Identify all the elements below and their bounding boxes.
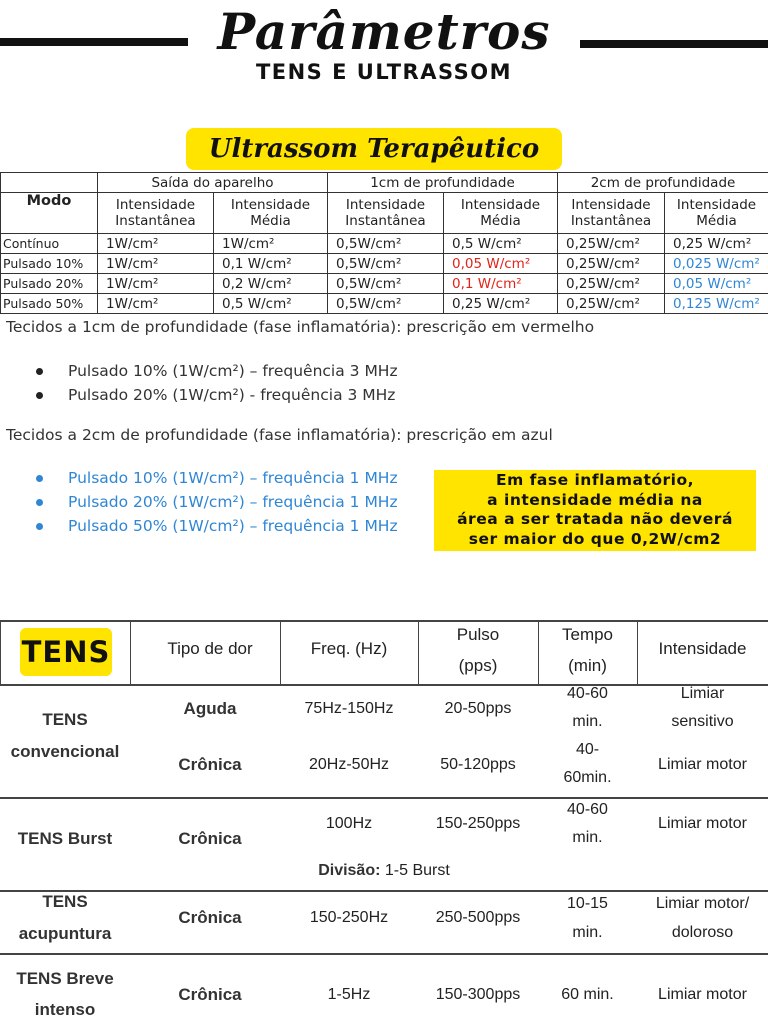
- cell: 0,25 W/cm²: [665, 234, 768, 254]
- header-col-divider: [130, 622, 131, 684]
- cell-blue: 0,05 W/cm²: [665, 274, 768, 294]
- conv-aguda-tempo: 40-60: [567, 685, 608, 702]
- mode-header: Modo: [1, 193, 98, 234]
- tens-burst-name: TENS Burst: [17, 829, 113, 848]
- cell: 1W/cm²: [98, 234, 214, 254]
- table-row: [1, 234, 768, 254]
- blue-prescription-heading: Tecidos a 2cm de profundidade (fase inflamatória): prescrição em azul: [6, 426, 553, 444]
- breve-tipo: Crônica: [178, 985, 242, 1004]
- bullet-icon: [36, 475, 43, 482]
- cell: 0,2 W/cm²: [214, 274, 328, 294]
- cell-red: 0,05 W/cm²: [444, 254, 558, 274]
- burst-freq: 100Hz: [325, 815, 373, 832]
- blank-header-cell: [1, 173, 98, 193]
- cell: 0,5W/cm²: [328, 294, 444, 314]
- cell: 0,5 W/cm²: [444, 234, 558, 254]
- cell-blue: 0,125 W/cm²: [665, 294, 768, 314]
- burst-pulso: 150-250pps: [435, 815, 521, 832]
- page-title: Parâmetros: [217, 2, 551, 61]
- conv-cronica-int: Limiar motor: [658, 756, 747, 773]
- row-mode: Contínuo: [1, 234, 98, 254]
- cell-red: 0,1 W/cm²: [444, 274, 558, 294]
- divisao-value: 1-5 Burst: [384, 862, 450, 879]
- list-item: Pulsado 50% (1W/cm²) – frequência 1 MHz: [30, 514, 398, 538]
- conv-aguda-pulso: 20-50pps: [444, 700, 512, 717]
- acup-tipo: Crônica: [178, 908, 242, 927]
- bullet-icon: [36, 523, 43, 530]
- blue-prescription-list: [30, 466, 398, 538]
- row-mode: Pulsado 20%: [1, 274, 98, 294]
- cell: 0,5W/cm²: [328, 274, 444, 294]
- header-freq: Freq. (Hz): [310, 639, 388, 658]
- col-header: Intensidade Instantânea: [328, 193, 444, 234]
- list-item: Pulsado 20% (1W/cm²) – frequência 1 MHz: [30, 490, 398, 514]
- tens-convencional-name: TENS: [42, 710, 88, 729]
- acup-int: Limiar motor/: [655, 895, 750, 912]
- header-tempo-unit: (min): [568, 656, 607, 675]
- tens-acupuntura-name-2: acupuntura: [18, 924, 112, 943]
- red-prescription-heading: Tecidos a 1cm de profundidade (fase inflamatória): prescrição em vermelho: [6, 318, 595, 336]
- conv-aguda-freq: 75Hz-150Hz: [304, 700, 394, 717]
- header-pulso: Pulso: [456, 625, 500, 644]
- list-item: Pulsado 20% (1W/cm²) - frequência 3 MHz: [30, 383, 398, 407]
- group-header-output: Saída do aparelho: [98, 173, 328, 193]
- table-row: [1, 254, 768, 274]
- burst-tempo-unit: min.: [572, 829, 603, 846]
- burst-divisao: [0, 857, 768, 885]
- cell: 1W/cm²: [98, 274, 214, 294]
- group-header-2cm: 2cm de profundidade: [558, 173, 768, 193]
- cell: 1W/cm²: [214, 234, 328, 254]
- tens-acupuntura-name: TENS: [42, 892, 88, 911]
- breve-int: Limiar motor: [658, 986, 747, 1003]
- cell: 0,5W/cm²: [328, 234, 444, 254]
- conv-aguda-int-2: sensitivo: [671, 713, 734, 730]
- breve-freq: 1-5Hz: [327, 986, 371, 1003]
- acup-pulso: 250-500pps: [435, 909, 521, 926]
- col-header: Intensidade Média: [214, 193, 328, 234]
- tens-table-top-border: [0, 620, 768, 622]
- list-item: Pulsado 10% (1W/cm²) – frequência 3 MHz: [30, 359, 398, 383]
- acup-int-2: doloroso: [671, 924, 734, 941]
- conv-cronica-tempo-unit: 60min.: [563, 769, 612, 786]
- col-header: Intensidade Média: [665, 193, 768, 234]
- breve-pulso: 150-300pps: [435, 986, 521, 1003]
- header-tempo: Tempo: [561, 625, 614, 644]
- cell: 0,25W/cm²: [558, 234, 665, 254]
- red-prescription-list: [30, 359, 398, 407]
- divisao-label: Divisão:: [318, 862, 381, 879]
- burst-tempo: 40-60: [567, 801, 608, 818]
- row-divider: [0, 797, 768, 799]
- bullet-icon: [36, 392, 43, 399]
- cell: 0,25W/cm²: [558, 274, 665, 294]
- header-tipo: Tipo de dor: [167, 639, 253, 658]
- cell: 0,5W/cm²: [328, 254, 444, 274]
- row-divider: [0, 953, 768, 955]
- bullet-icon: [36, 499, 43, 506]
- header-intensidade: Intensidade: [658, 639, 747, 658]
- conv-aguda-int: Limiar: [680, 685, 725, 702]
- acup-freq: 150-250Hz: [309, 909, 389, 926]
- row-mode: Pulsado 50%: [1, 294, 98, 314]
- col-header: Intensidade Instantânea: [98, 193, 214, 234]
- group-header-1cm: 1cm de profundidade: [328, 173, 558, 193]
- conv-cronica-tipo: Crônica: [178, 755, 242, 774]
- ultrasound-col-header-row: [1, 193, 768, 234]
- header-pulso-unit: (pps): [458, 656, 498, 675]
- page-subtitle: TENS E ULTRASSOM: [255, 60, 513, 84]
- ultrasound-banner: Ultrassom Terapêutico: [186, 128, 562, 170]
- cell: 0,5 W/cm²: [214, 294, 328, 314]
- tens-convencional-name-2: convencional: [10, 742, 120, 761]
- conv-cronica-tempo: 40-: [575, 741, 600, 758]
- cell: 0,25W/cm²: [558, 294, 665, 314]
- tens-badge: TENS: [20, 628, 112, 676]
- cell: 0,1 W/cm²: [214, 254, 328, 274]
- cell: 0,25 W/cm²: [444, 294, 558, 314]
- table-row: [1, 294, 768, 314]
- conv-cronica-pulso: 50-120pps: [440, 756, 516, 773]
- tens-breve-name-2: intenso: [34, 1000, 96, 1019]
- cell-blue: 0,025 W/cm²: [665, 254, 768, 274]
- burst-int: Limiar motor: [658, 815, 747, 832]
- col-header: Intensidade Instantânea: [558, 193, 665, 234]
- cell: 1W/cm²: [98, 294, 214, 314]
- conv-aguda-tempo-unit: min.: [572, 713, 603, 730]
- cell: 0,25W/cm²: [558, 254, 665, 274]
- breve-tempo: 60 min.: [561, 986, 614, 1003]
- list-item: Pulsado 10% (1W/cm²) – frequência 1 MHz: [30, 466, 398, 490]
- header-col-divider: [0, 622, 1, 684]
- acup-tempo: 10-15: [567, 895, 608, 912]
- conv-cronica-freq: 20Hz-50Hz: [308, 756, 390, 773]
- row-mode: Pulsado 10%: [1, 254, 98, 274]
- conv-aguda-tipo: Aguda: [183, 699, 237, 718]
- acup-tempo-unit: min.: [572, 924, 603, 941]
- ultrasound-table: [0, 172, 768, 314]
- burst-tipo: Crônica: [178, 829, 242, 848]
- inflammatory-phase-note: Em fase inflamatório, a intensidade média na área a ser tratada não deverá ser maior do que 0,2W/cm2: [434, 470, 756, 551]
- table-row: [1, 274, 768, 294]
- bullet-icon: [36, 368, 43, 375]
- tens-breve-name: TENS Breve: [16, 969, 114, 988]
- cell: 1W/cm²: [98, 254, 214, 274]
- ultrasound-group-header-row: [1, 173, 768, 193]
- col-header: Intensidade Média: [444, 193, 558, 234]
